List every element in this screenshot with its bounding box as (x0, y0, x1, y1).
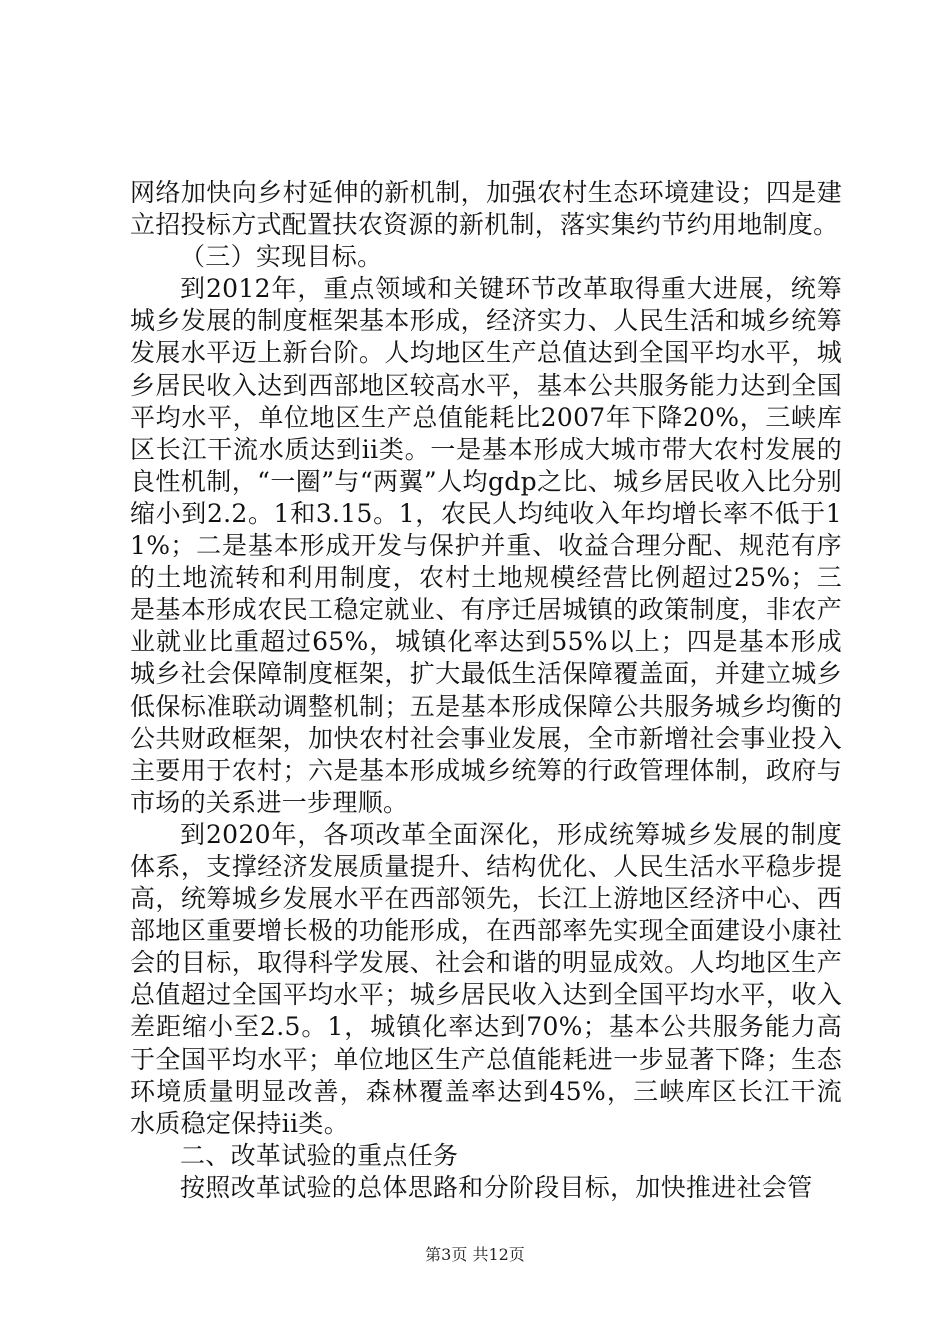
paragraph-2020-goals: 到2020年，各项改革全面深化，形成统筹城乡发展的制度体系，支撑经济发展质量提升、结构优化、人民生活水平稳步提高，统筹城乡发展水平在西部领先，长江上游地区经济中心、西部地区重要增长极的功能形成，在西部率先实现全面建设小康社会的目标，取得科学发展、社会和谐的明显成效。人均地区生产总值超过全国平均水平；城乡居民收入达到全国平均水平，收入差距缩小至2.5。1，城镇化率达到70%；基本公共服务能力高于全国平均水平；单位地区生产总值能耗进一步显著下降；生态环境质量明显改善，森林覆盖率达到45%，三峡库区长江干流水质稳定保持ii类。 (130, 819, 842, 1138)
paragraph-2012-goals: 到2012年，重点领域和关键环节改革取得重大进展，统筹城乡发展的制度框架基本形成，经济实力、人民生活和城乡统筹发展水平迈上新台阶。人均地区生产总值达到全国平均水平，城乡居民收入达到西部地区较高水平，基本公共服务能力达到全国平均水平，单位地区生产总值能耗比2007年下降20%，三峡库区长江干流水质达到ii类。一是基本形成大城市带大农村发展的良性机制，“一圈”与“两翼”人均gdp之比、城乡居民收入比分别缩小到2.2。1和3.15。1，农民人均纯收入年均增长率不低于11%；二是基本形成开发与保护并重、收益合理分配、规范有序的土地流转和利用制度，农村土地规模经营比例超过25%；三是基本形成农民工稳定就业、有序迁居城镇的政策制度，非农产业就业比重超过65%，城镇化率达到55%以上；四是基本形成城乡社会保障制度框架，扩大最低生活保障覆盖面，并建立城乡低保标准联动调整机制；五是基本形成保障公共服务城乡均衡的公共财政框架，加快农村社会事业发展，全市新增社会事业投入主要用于农村；六是基本形成城乡统筹的行政管理体制，政府与市场的关系进一步理顺。 (130, 274, 842, 817)
paragraph-continuation: 网络加快向乡村延伸的新机制，加强农村生态环境建设；四是建立招投标方式配置扶农资源的新机制，落实集约节约用地制度。 (130, 178, 842, 240)
paragraph-key-tasks-intro: 按照改革试验的总体思路和分阶段目标，加快推进社会管 (180, 1172, 813, 1202)
document-body (130, 177, 842, 1204)
section-heading-goals: （三）实现目标。 (180, 242, 383, 272)
section-heading-key-tasks: 二、改革试验的重点任务 (180, 1140, 459, 1170)
page-footer: 第3页 共12页 (425, 1245, 525, 1264)
